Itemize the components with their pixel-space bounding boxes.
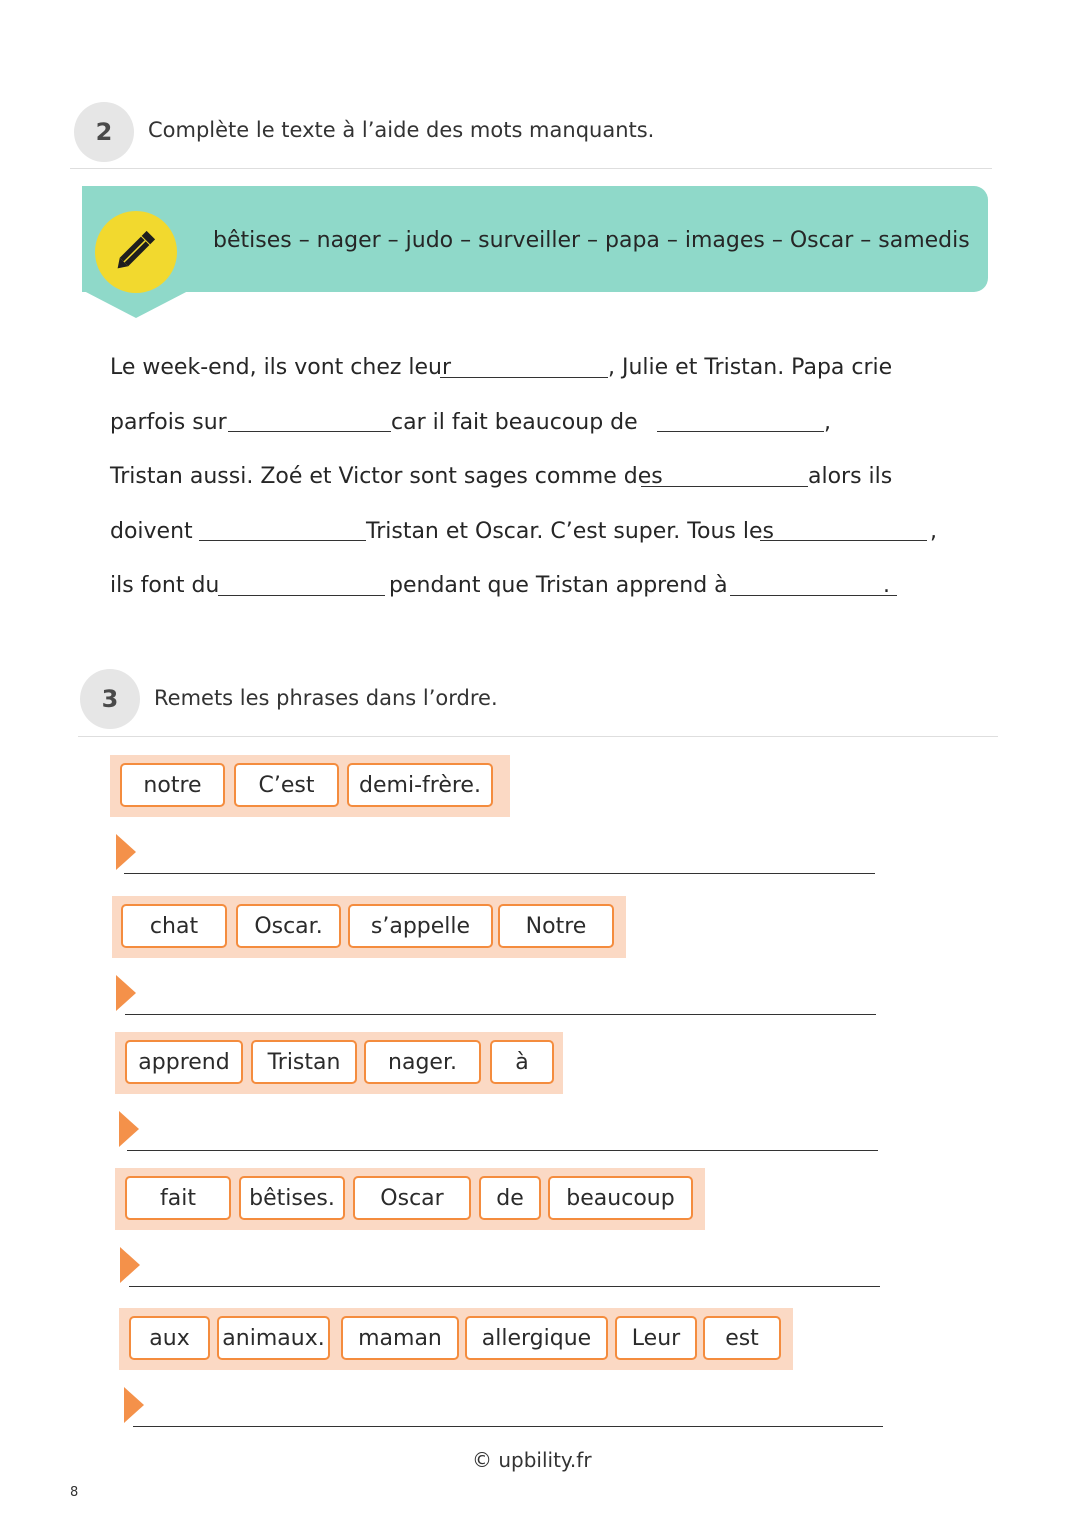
word-tile[interactable]: C’est bbox=[234, 763, 339, 807]
text-line-4b: Tristan et Oscar. C’est super. Tous les bbox=[366, 519, 774, 544]
text-line-5b: pendant que Tristan apprend à bbox=[389, 573, 728, 598]
text-line-1a: Le week-end, ils vont chez leur bbox=[110, 355, 452, 380]
arrow-icon bbox=[119, 1111, 139, 1147]
answer-blank[interactable] bbox=[218, 595, 385, 596]
answer-blank[interactable] bbox=[760, 540, 927, 541]
word-bank-tab bbox=[82, 290, 190, 318]
word-tile[interactable]: demi-frère. bbox=[347, 763, 493, 807]
word-tray bbox=[115, 1032, 563, 1094]
word-tile[interactable]: notre bbox=[120, 763, 225, 807]
arrow-icon bbox=[120, 1247, 140, 1283]
word-tray bbox=[110, 755, 510, 817]
text-line-3a: Tristan aussi. Zoé et Victor sont sages comme des bbox=[110, 464, 663, 489]
answer-blank[interactable] bbox=[641, 486, 808, 487]
word-tile[interactable]: Tristan bbox=[251, 1040, 357, 1084]
word-tile[interactable]: beaucoup bbox=[548, 1176, 693, 1220]
word-tile[interactable]: aux bbox=[129, 1316, 210, 1360]
arrow-icon bbox=[116, 834, 136, 870]
arrow-icon bbox=[116, 975, 136, 1011]
pencil-icon bbox=[110, 224, 162, 280]
answer-blank[interactable] bbox=[657, 431, 824, 432]
arrow-icon bbox=[124, 1387, 144, 1423]
text-line-3b: alors ils bbox=[808, 464, 893, 489]
footer-copyright: © upbility.fr bbox=[472, 1448, 592, 1472]
word-tile[interactable]: est bbox=[703, 1316, 781, 1360]
answer-line[interactable] bbox=[125, 1014, 876, 1015]
word-tile[interactable]: animaux. bbox=[217, 1316, 330, 1360]
divider bbox=[78, 736, 998, 737]
text-line-2a: parfois sur bbox=[110, 410, 227, 435]
word-tile[interactable]: nager. bbox=[364, 1040, 481, 1084]
word-tile[interactable]: de bbox=[479, 1176, 541, 1220]
word-tile[interactable]: Oscar. bbox=[236, 904, 341, 948]
exercise-number-badge: 3 bbox=[80, 669, 140, 729]
word-tile[interactable]: maman bbox=[341, 1316, 459, 1360]
answer-blank[interactable] bbox=[730, 595, 897, 596]
word-tray bbox=[115, 1168, 705, 1230]
answer-line[interactable] bbox=[129, 1286, 880, 1287]
text-line-5a: ils font du bbox=[110, 573, 220, 598]
exercise-number-badge: 2 bbox=[74, 102, 134, 162]
word-tray bbox=[119, 1308, 793, 1370]
answer-blank[interactable] bbox=[440, 377, 608, 378]
exercise-title: Remets les phrases dans l’ordre. bbox=[154, 686, 498, 710]
word-tile[interactable]: apprend bbox=[125, 1040, 243, 1084]
text-line-4a: doivent bbox=[110, 519, 193, 544]
word-tile[interactable]: fait bbox=[125, 1176, 231, 1220]
text-line-2b: car il fait beaucoup de bbox=[391, 410, 638, 435]
word-tray bbox=[112, 896, 626, 958]
answer-line[interactable] bbox=[133, 1426, 883, 1427]
text-line-2c: , bbox=[824, 410, 831, 435]
exercise-title: Complète le texte à l’aide des mots manquants. bbox=[148, 118, 655, 142]
word-tile[interactable]: Oscar bbox=[353, 1176, 471, 1220]
text-line-4c: , bbox=[930, 519, 937, 544]
word-tile[interactable]: Leur bbox=[615, 1316, 697, 1360]
word-bank-list: bêtises – nager – judo – surveiller – papa – images – Oscar – samedis bbox=[213, 228, 970, 253]
answer-blank[interactable] bbox=[228, 431, 391, 432]
page-number: 8 bbox=[70, 1485, 79, 1500]
word-tile[interactable]: allergique bbox=[465, 1316, 608, 1360]
text-line-5c: . bbox=[883, 573, 890, 598]
word-tile[interactable]: à bbox=[490, 1040, 554, 1084]
divider bbox=[70, 168, 992, 169]
word-tile[interactable]: chat bbox=[121, 904, 227, 948]
answer-line[interactable] bbox=[127, 1150, 878, 1151]
word-tile[interactable]: bêtises. bbox=[239, 1176, 345, 1220]
word-tile[interactable]: Notre bbox=[498, 904, 614, 948]
answer-blank[interactable] bbox=[199, 540, 366, 541]
pencil-badge bbox=[95, 211, 177, 293]
word-tile[interactable]: s’appelle bbox=[348, 904, 493, 948]
text-line-1b: , Julie et Tristan. Papa crie bbox=[608, 355, 893, 380]
answer-line[interactable] bbox=[124, 873, 875, 874]
